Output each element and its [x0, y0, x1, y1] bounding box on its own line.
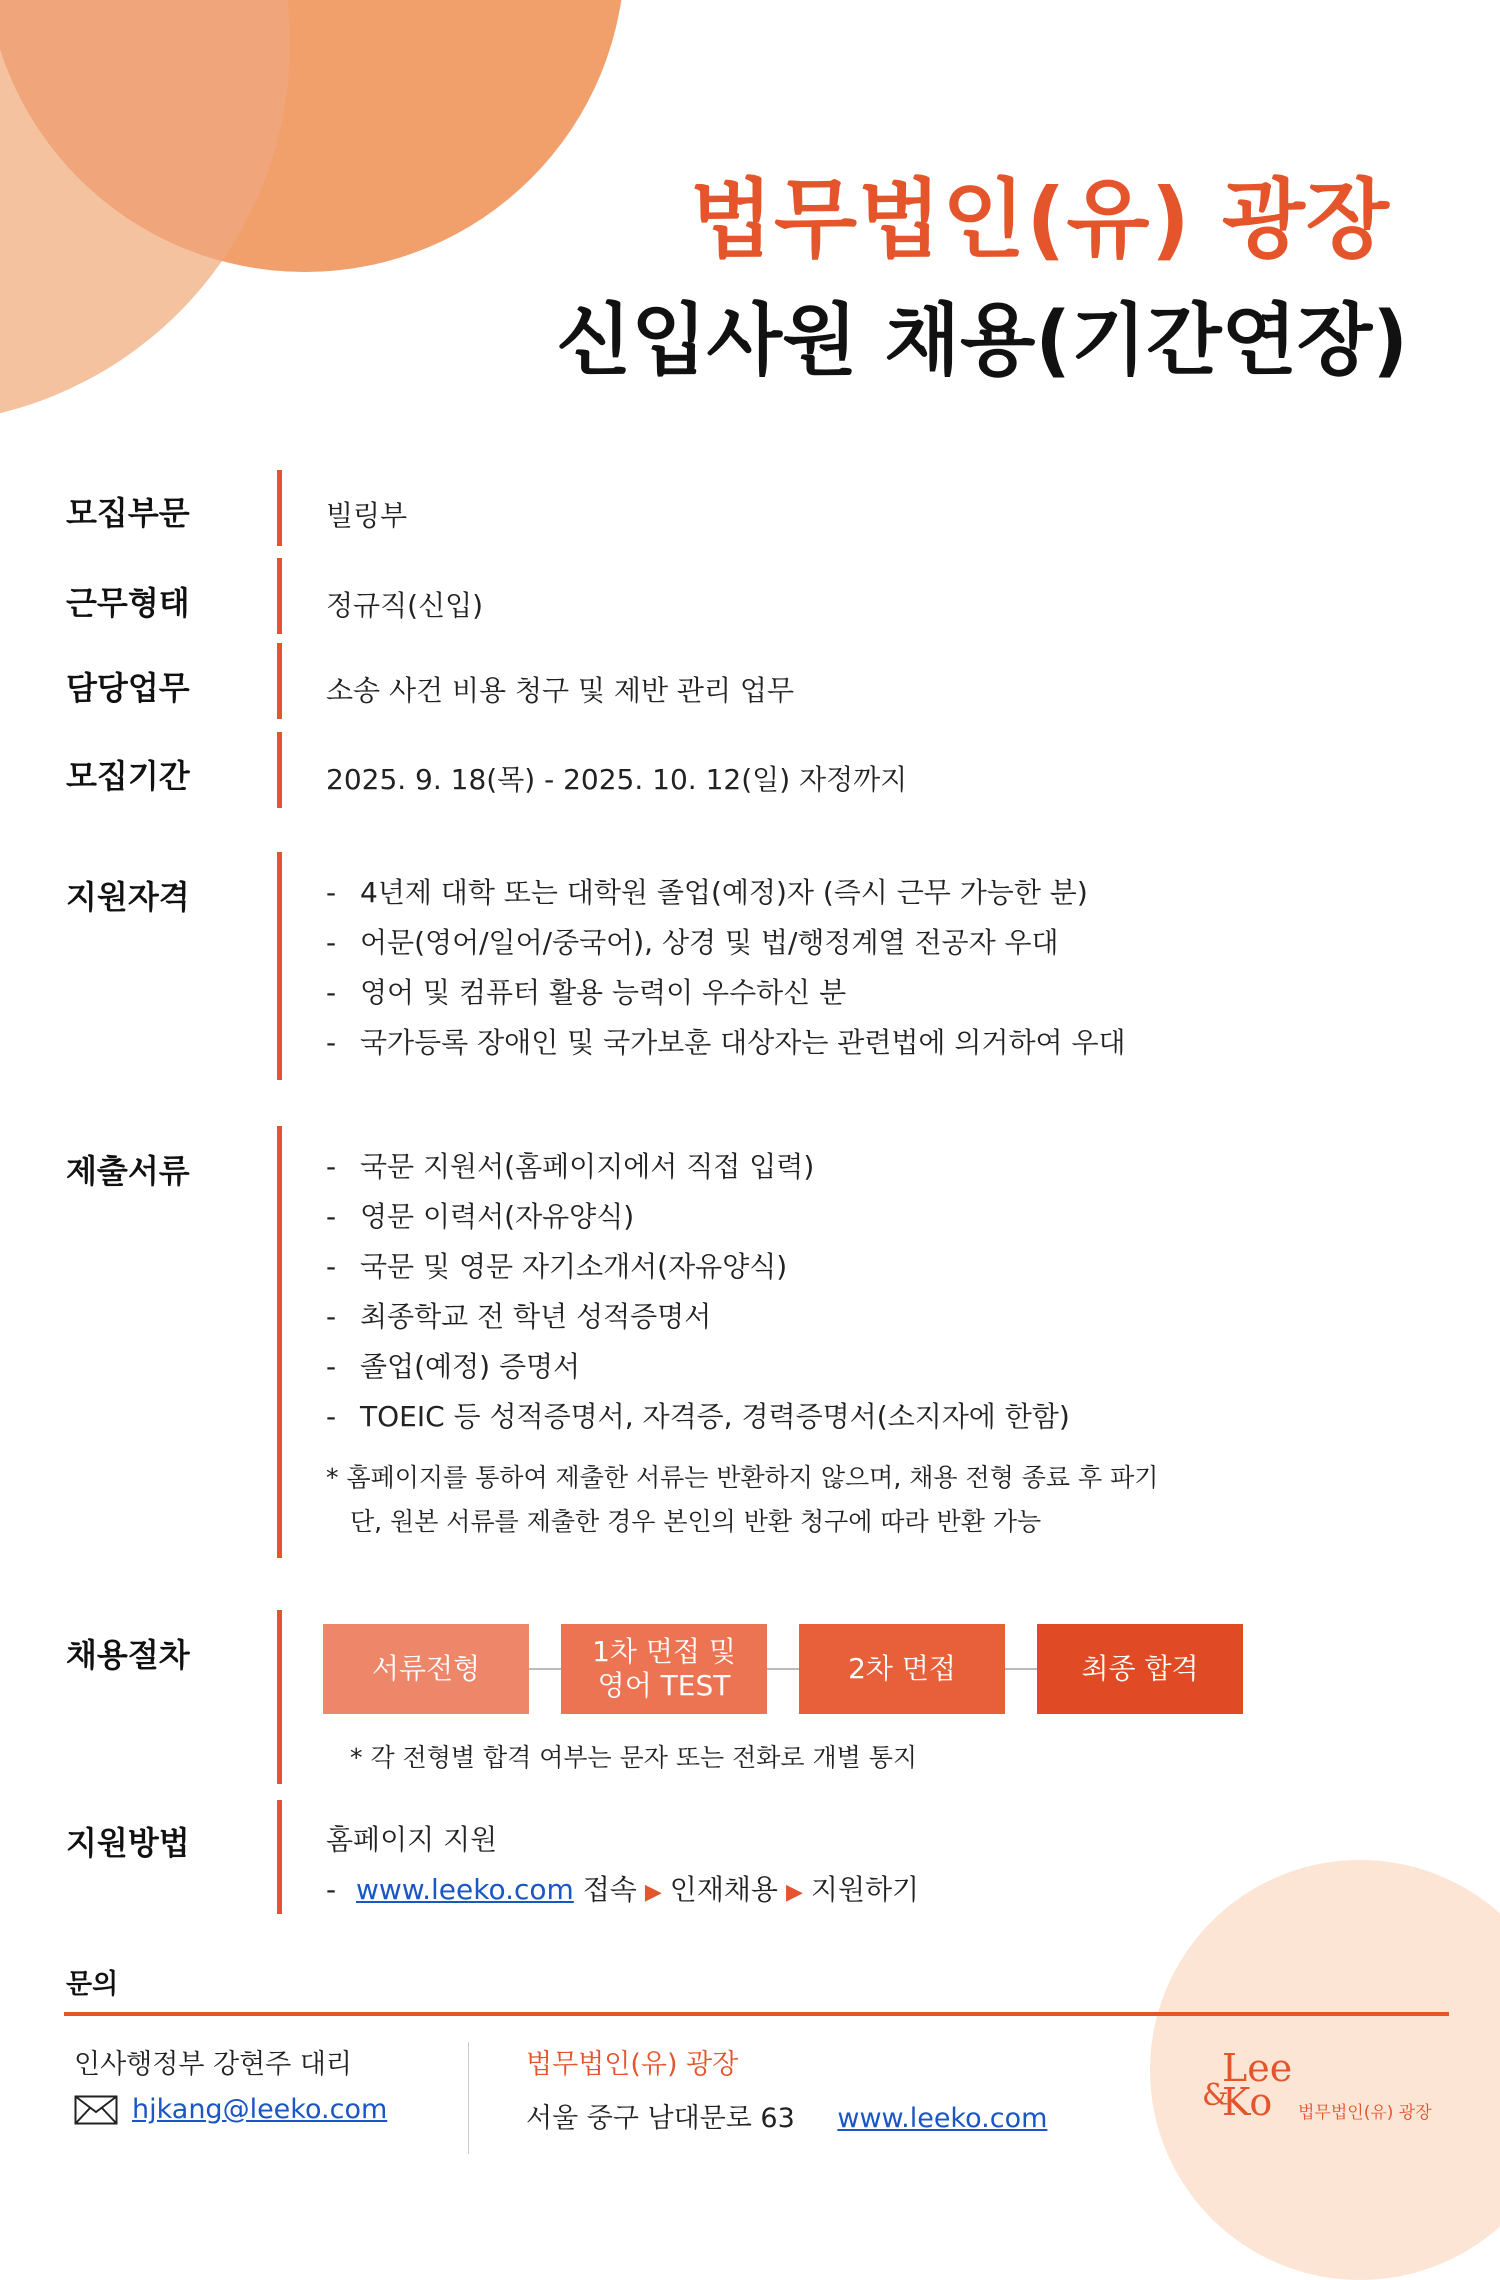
dash: -: [326, 1873, 337, 1906]
list-item: - 영문 이력서(자유양식): [326, 1200, 635, 1233]
process-step-first-interview: 1차 면접 및 영어 TEST: [561, 1624, 767, 1714]
list-item: - 영어 및 컴퓨터 활용 능력이 우수하신 분: [326, 976, 847, 1009]
process-note: * 각 전형별 합격 여부는 문자 또는 전화로 개별 통지: [350, 1743, 918, 1772]
label-documents: 제출서류: [66, 1152, 190, 1190]
contact-person: 인사행정부 강현주 대리: [74, 2049, 352, 2080]
section-bar: [277, 1610, 282, 1784]
process-connector: [1005, 1668, 1037, 1670]
list-item: - 국문 지원서(홈페이지에서 직접 입력): [326, 1150, 815, 1183]
contact-email-row: [74, 2094, 387, 2125]
contact-website-link[interactable]: www.leeko.com: [837, 2103, 1048, 2134]
contact-email-link[interactable]: hjkang@leeko.com: [132, 2094, 388, 2125]
triangle-right-icon: ▶: [785, 1880, 803, 1905]
label-apply: 지원방법: [66, 1824, 190, 1862]
process-connector: [529, 1668, 561, 1670]
apply-website-link[interactable]: www.leeko.com: [356, 1873, 574, 1906]
contact-address: 서울 중구 남대문로 63: [526, 2103, 795, 2134]
apply-step-careers: 인재채용: [669, 1873, 778, 1906]
list-item: - 졸업(예정) 증명서: [326, 1350, 581, 1383]
decorative-circle-overlap: [0, 0, 625, 272]
lee-ko-logo: [1202, 2046, 1432, 2130]
value-employment-type: 정규직(신입): [326, 589, 484, 622]
list-item: - 4년제 대학 또는 대학원 졸업(예정)자 (즉시 근무 가능한 분): [326, 876, 1088, 909]
process-connector: [767, 1668, 799, 1670]
value-department: 빌링부: [326, 499, 408, 532]
logo-text: 법무법인(유) 광장: [1298, 2103, 1432, 2123]
contact-label: 문의: [66, 1969, 119, 2000]
process-step-final-pass: 최종 합격: [1037, 1624, 1243, 1714]
value-duty: 소송 사건 비용 청구 및 제반 관리 업무: [326, 674, 795, 707]
label-period: 모집기간: [66, 757, 190, 795]
list-item: - 국가등록 장애인 및 국가보훈 대상자는 관련법에 의거하여 우대: [326, 1026, 1126, 1059]
apply-step-apply: 지원하기: [810, 1873, 920, 1906]
section-bar: [277, 852, 282, 1080]
section-bar: [277, 1126, 282, 1558]
apply-after-link: 접속: [582, 1873, 637, 1906]
label-process: 채용절차: [66, 1636, 190, 1674]
contact-firm: 법무법인(유) 광장: [526, 2049, 739, 2080]
logo-mark-top: Lee: [1222, 2046, 1293, 2090]
section-bar: [277, 558, 282, 634]
page-subtitle: 신입사원 채용(기간연장): [556, 296, 1408, 386]
documents-note-line1: * 홈페이지를 통하여 제출한 서류는 반환하지 않으며, 채용 전형 종료 후 파기: [326, 1463, 1159, 1492]
apply-line2: [326, 1868, 919, 1908]
triangle-right-icon: ▶: [644, 1880, 662, 1905]
section-bar: [277, 470, 282, 546]
envelope-icon: [74, 2095, 118, 2125]
label-department: 모집부문: [66, 494, 190, 532]
list-item: - 국문 및 영문 자기소개서(자유양식): [326, 1250, 788, 1283]
process-step-second-interview: 2차 면접: [799, 1624, 1005, 1714]
label-employment-type: 근무형태: [66, 584, 190, 622]
footer-divider: [468, 2042, 469, 2154]
label-duty: 담당업무: [66, 669, 190, 707]
process-step-document-screening: 서류전형: [323, 1624, 529, 1714]
section-bar: [277, 1800, 282, 1914]
value-period: 2025. 9. 18(목) - 2025. 10. 12(일) 자정까지: [326, 763, 908, 796]
logo-mark-amp: &: [1202, 2078, 1229, 2113]
apply-line1: 홈페이지 지원: [326, 1823, 498, 1856]
list-item: - TOEIC 등 성적증명서, 자격증, 경력증명서(소지자에 한함): [326, 1400, 1070, 1433]
section-bar: [277, 643, 282, 719]
page-title: 법무법인(유) 광장: [689, 170, 1390, 270]
qualifications-list: [326, 868, 1126, 1068]
footer-rule: [64, 2012, 1449, 2016]
documents-note-line2: 단, 원본 서류를 제출한 경우 본인의 반환 청구에 따라 반환 가능: [350, 1507, 1042, 1536]
section-bar: [277, 732, 282, 808]
label-qualifications: 지원자격: [66, 878, 190, 916]
documents-list: [326, 1142, 1070, 1442]
logo-mark-bottom: Ko: [1222, 2080, 1273, 2124]
list-item: - 어문(영어/일어/중국어), 상경 및 법/행정계열 전공자 우대: [326, 926, 1059, 959]
list-item: - 최종학교 전 학년 성적증명서: [326, 1300, 712, 1333]
contact-address-row: [526, 2096, 1047, 2135]
